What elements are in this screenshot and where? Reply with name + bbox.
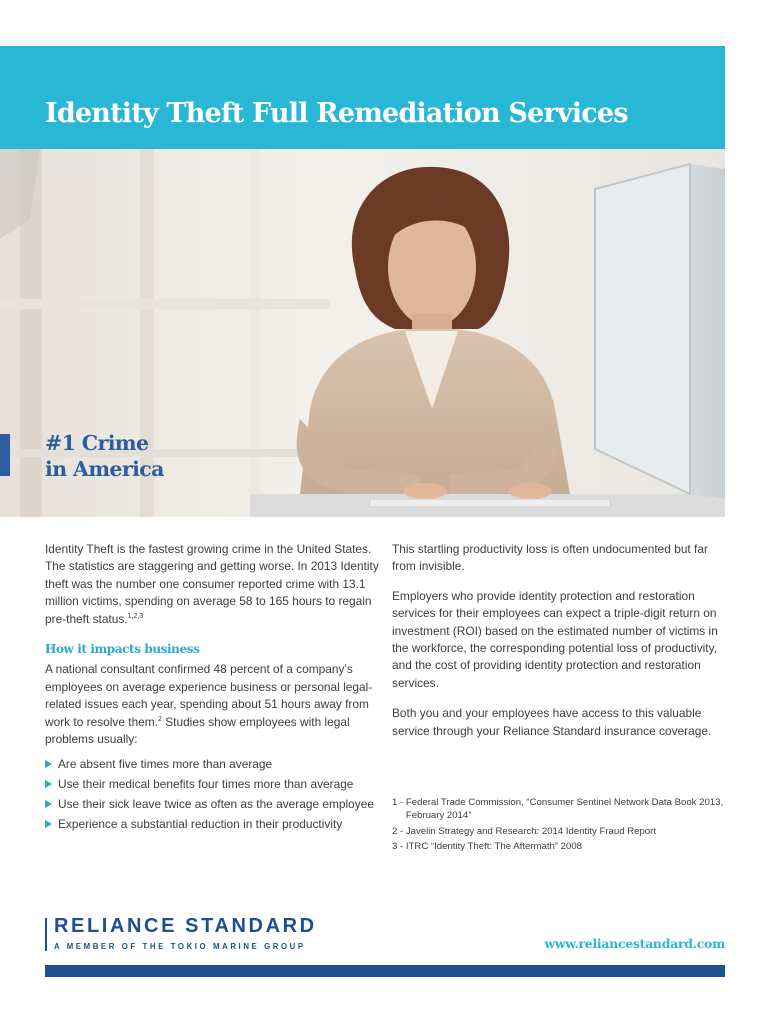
bullet-triangle-icon [45, 820, 52, 828]
list-item [45, 756, 379, 773]
bullet-triangle-icon [45, 800, 52, 808]
bullet-list [45, 756, 379, 833]
footnote-text: Federal Trade Commission, “Consumer Sentinel Network Data Book 2013, February 2014” [405, 797, 724, 821]
right-paragraph-2: Employers who provide identity protection and restoration services for their employees can expect a triple-digit return on investment (ROI) based on the estimated number of victims in the workforce, the corresponding potential loss of productivity, and the cost of providing identity protection and restoration services. [392, 588, 718, 690]
footnote-number: 2 - [392, 825, 406, 837]
intro-text: Identity Theft is the fastest growing crime in the United States. The statistics are staggering and getting worse. In 2013 Identity theft was the number one consumer reported crime with 13.1 million victims, spending on average 58 to 165 hours to regain pre-theft status. [45, 542, 379, 626]
right-column [392, 541, 727, 740]
consultant-paragraph [45, 661, 379, 748]
footnote [392, 840, 727, 853]
logo-tagline: A MEMBER OF THE TOKIO MARINE GROUP [54, 942, 306, 951]
footnote-text: ITRC “Identity Theft: The Aftermath” 2008 [405, 841, 583, 852]
bullet-triangle-icon [45, 780, 52, 788]
bullet-triangle-icon [45, 760, 52, 768]
website-link[interactable]: www.reliancestandard.com [544, 936, 725, 951]
list-item [45, 796, 379, 813]
crime-heading-marker [0, 434, 10, 476]
bullet-text: Use their sick leave twice as often as the average employee [58, 797, 374, 812]
logo-name: RELIANCE STANDARD [54, 915, 317, 937]
bullet-text: Use their medical benefits four times more than average [58, 777, 354, 792]
crime-heading [45, 430, 164, 482]
list-item [45, 776, 379, 793]
consultant-tail: Studies show employees with legal problems usually: [45, 714, 350, 747]
bullet-text: Experience a substantial reduction in their productivity [58, 817, 343, 832]
footnote-text: Javelin Strategy and Research: 2014 Identity Fraud Report [405, 825, 656, 837]
page-title: Identity Theft Full Remediation Services [45, 98, 628, 129]
footer-bar [45, 965, 725, 977]
footnote-number: 1 - [392, 797, 406, 808]
footnote [392, 796, 727, 822]
crime-heading-line2: in America [45, 457, 164, 481]
section-heading: How it impacts business [45, 642, 200, 657]
consultant-text: A national consultant confirmed 48 percent of a company’s employees on average experience business or personal legal-related issues each year, spending about 51 hours away from work to resolve them. [45, 662, 373, 729]
right-paragraph-1: This startling productivity loss is often undocumented but far from invisible. [392, 542, 708, 574]
left-column [45, 541, 379, 836]
bullet-text: Are absent five times more than average [58, 757, 273, 772]
logo-bar [45, 918, 47, 951]
footnotes [392, 796, 727, 856]
intro-paragraph [45, 541, 379, 628]
title-band [0, 46, 725, 149]
footnote-number: 3 - [392, 841, 406, 852]
consultant-footnote-ref: 2 [158, 715, 162, 723]
list-item [45, 816, 379, 833]
right-paragraph-3: Both you and your employees have access to this valuable service through your Reliance Standard insurance coverage. [392, 706, 712, 738]
footnote [392, 825, 727, 838]
intro-footnote-ref: 1,2,3 [127, 612, 144, 620]
crime-heading-line1: #1 Crime [45, 431, 149, 455]
